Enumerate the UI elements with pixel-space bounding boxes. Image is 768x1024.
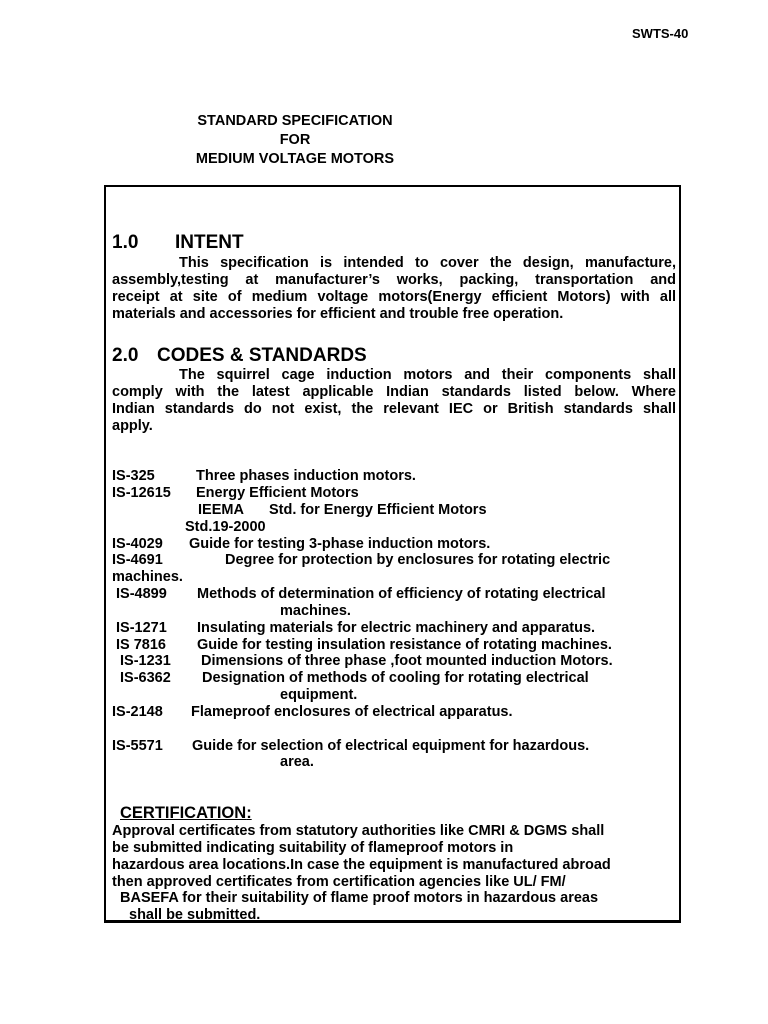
intent-line: receipt at site of medium voltage motors(Energy efficient Motors) with all: [112, 289, 676, 305]
intent-section-title: INTENT: [175, 232, 244, 253]
standard-description: Dimensions of three phase ,foot mounted induction Motors.: [201, 653, 613, 669]
certification-title: CERTIFICATION: [120, 804, 247, 822]
standard-item: [198, 502, 487, 519]
standard-item: [116, 637, 612, 654]
standard-description: area.: [280, 754, 314, 770]
standard-code: IS-4029: [112, 536, 163, 552]
codes-heading: [112, 345, 367, 367]
standard-description: Degree for protection by enclosures for rotating electric: [225, 552, 611, 568]
standard-description: Methods of determination of efficiency of rotating electrical: [197, 586, 606, 602]
codes-section-number: 2.0: [112, 345, 139, 366]
standard-item: [112, 468, 416, 485]
codes-line: Indian standards do not exist, the relevant IEC or British standards shall: [112, 401, 676, 417]
standard-code: IEEMA: [198, 502, 244, 518]
codes-line: comply with the latest applicable Indian standards listed below. Where: [112, 384, 676, 400]
standard-item: [112, 704, 513, 721]
standard-description: Std.19-2000: [185, 519, 266, 535]
standard-description: Designation of methods of cooling for rotating electrical: [202, 670, 589, 686]
standard-code: IS-6362: [120, 670, 171, 686]
certification-line: then approved certificates from certification agencies like UL/ FM/: [112, 874, 566, 890]
certification-colon: :: [246, 804, 252, 822]
standard-item: [116, 586, 605, 603]
certification-heading: [120, 804, 252, 823]
intent-line: materials and accessories for efficient and trouble free operation.: [112, 306, 564, 322]
standard-code: IS-5571: [112, 738, 163, 754]
intent-line: This specification is intended to cover the design, manufacture,: [179, 255, 676, 271]
standard-description: Flameproof enclosures of electrical apparatus.: [191, 704, 513, 720]
standard-code: IS-1271: [116, 620, 167, 636]
standard-item: [112, 485, 359, 502]
intent-line: assembly,testing at manufacturer’s works, packing, transportation and: [112, 272, 676, 288]
standard-description: Three phases induction motors.: [196, 468, 416, 484]
document-id: SWTS-40: [632, 26, 689, 41]
standard-description: Std. for Energy Efficient Motors: [269, 502, 487, 518]
standard-code: IS-325: [112, 468, 155, 484]
standard-description: Guide for selection of electrical equipment for hazardous.: [192, 738, 590, 754]
standard-item: [185, 519, 266, 536]
certification-line: BASEFA for their suitability of flame proof motors in hazardous areas: [120, 890, 599, 906]
standard-item: [120, 653, 613, 670]
title-line-3: MEDIUM VOLTAGE MOTORS: [195, 151, 395, 167]
standard-item: [112, 536, 490, 553]
standard-code: IS-4899: [116, 586, 167, 602]
standard-code: IS-12615: [112, 485, 171, 501]
standard-description: Energy Efficient Motors: [196, 485, 359, 501]
codes-section-title: CODES & STANDARDS: [157, 345, 367, 366]
standard-item: [112, 738, 589, 755]
standard-description: Insulating materials for electric machinery and apparatus.: [197, 620, 596, 636]
standard-description: machines.: [280, 603, 351, 619]
document-title: [160, 112, 430, 169]
certification-line: Approval certificates from statutory authorities like CMRI & DGMS shall: [112, 823, 605, 839]
intent-heading: [112, 232, 244, 254]
standard-code: IS 7816: [116, 637, 166, 653]
codes-line: apply.: [112, 418, 153, 434]
standard-code: IS-4691: [112, 552, 163, 568]
standard-item: [112, 552, 676, 569]
title-line-1: STANDARD SPECIFICATION: [197, 113, 393, 129]
standard-item: [280, 687, 357, 704]
certification-line: be submitted indicating suitability of flameproof motors in: [112, 840, 514, 856]
standard-item: [280, 754, 314, 771]
standard-code: IS-1231: [120, 653, 171, 669]
intent-paragraph: [112, 255, 676, 323]
standard-description: equipment.: [280, 687, 358, 703]
standard-description: Guide for testing insulation resistance of rotating machines.: [197, 637, 612, 653]
codes-paragraph: [112, 367, 676, 435]
codes-line: The squirrel cage induction motors and their components shall: [179, 367, 676, 383]
certification-line: shall be submitted.: [129, 907, 261, 923]
standard-item: [112, 569, 183, 586]
standard-item: [116, 620, 595, 637]
standard-item: [280, 603, 351, 620]
standard-description: Guide for testing 3-phase induction motors.: [189, 536, 491, 552]
standard-item: [120, 670, 589, 687]
certification-line: hazardous area locations.In case the equipment is manufactured abroad: [112, 857, 611, 873]
title-line-2: FOR: [279, 132, 311, 148]
standard-code: IS-2148: [112, 704, 163, 720]
intent-section-number: 1.0: [112, 232, 139, 253]
standard-description: machines.: [112, 569, 183, 585]
